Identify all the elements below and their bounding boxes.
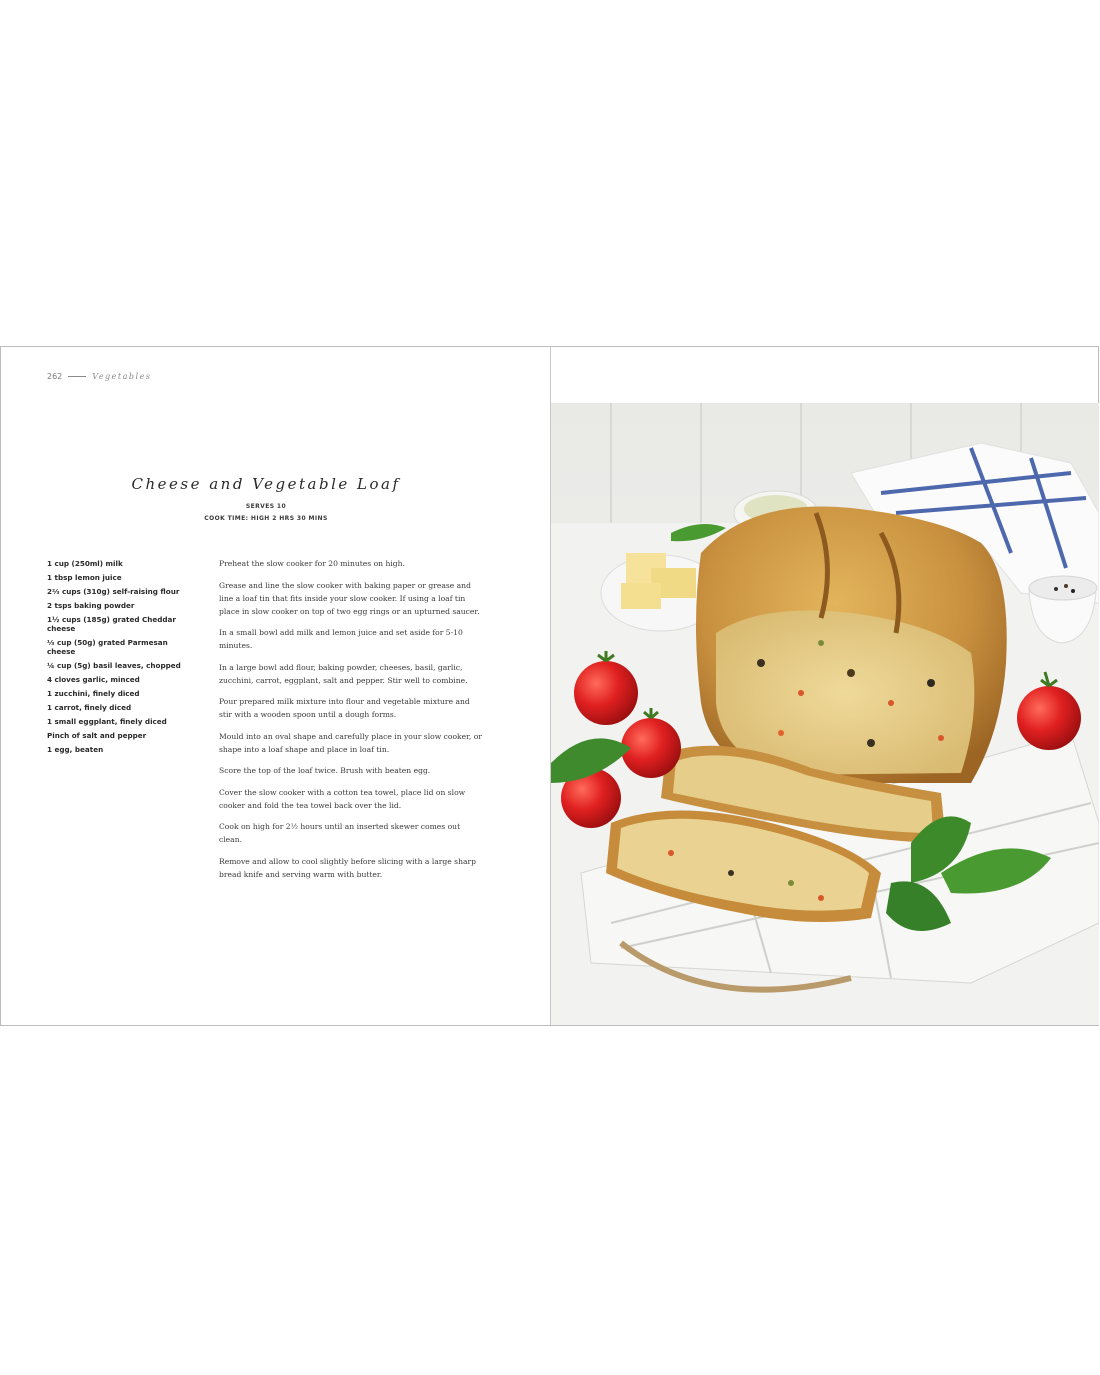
ingredient-item: ¼ cup (5g) basil leaves, chopped: [47, 661, 181, 670]
ingredient-item: ⅓ cup (50g) grated Parmesan cheese: [47, 638, 168, 656]
ingredient-item: 1½ cups (185g) grated Cheddar cheese: [47, 615, 176, 633]
ingredient-item: 1 cup (250ml) milk: [47, 559, 123, 568]
method-step: In a small bowl add milk and lemon juice and set aside for 5-10 minutes.: [219, 628, 463, 650]
ingredient-item: 1 egg, beaten: [47, 745, 104, 754]
ingredient-item: 1 zucchini, finely diced: [47, 689, 140, 698]
ingredient-item: 2⅔ cups (310g) self-raising flour: [47, 587, 180, 596]
ingredient-item: 4 cloves garlic, minced: [47, 675, 140, 684]
recipe-serves: SERVES 10: [245, 503, 287, 510]
method-step: In a large bowl add flour, baking powder, cheeses, basil, garlic, zucchini, carrot, eggplant, salt and pepper. Stir well to combine.: [219, 662, 468, 685]
method-step: Grease and line the slow cooker with baking paper or grease and line a loaf tin that fits inside your slow cooker. If using a loaf tin place in slow cooker on top of two egg rings or an upturned saucer.: [219, 580, 480, 616]
ingredient-item: 2 tsps baking powder: [47, 601, 135, 610]
method-step: Preheat the slow cooker for 20 minutes on high.: [219, 559, 405, 568]
right-page: [551, 347, 1099, 1025]
recipe-cook-time: COOK TIME: HIGH 2 HRS 30 MINS: [204, 515, 328, 522]
recipe-title: Cheese and Vegetable Loaf: [131, 475, 401, 493]
method-step: Score the top of the loaf twice. Brush with beaten egg.: [219, 766, 431, 775]
ingredient-item: 1 tbsp lemon juice: [47, 573, 122, 582]
page-number: 262: [47, 372, 63, 381]
food-photo: [551, 403, 1099, 1025]
method-step: Pour prepared milk mixture into flour and vegetable mixture and stir with a wooden spoon until a dough forms.: [219, 697, 470, 719]
method-steps: [219, 557, 484, 889]
left-page: [1, 347, 550, 1025]
method-step: Cover the slow cooker with a cotton tea towel, place lid on slow cooker and fold the tea towel back over the lid.: [219, 787, 466, 810]
ingredient-item: Pinch of salt and pepper: [47, 731, 147, 740]
running-head-rule: [68, 376, 86, 377]
method-step: Cook on high for 2½ hours until an inserted skewer comes out clean.: [219, 822, 461, 844]
ingredient-item: 1 carrot, finely diced: [47, 703, 132, 712]
book-spread: [0, 346, 1099, 1026]
bread-loaf: [696, 506, 1007, 783]
method-step: Remove and allow to cool slightly before slicing with a large sharp bread knife and serving warm with butter.: [219, 856, 476, 879]
ingredient-list: [47, 559, 197, 759]
running-head: [47, 372, 151, 381]
method-step: Mould into an oval shape and carefully place in your slow cooker, or shape into a loaf shape and place in loaf tin.: [219, 731, 482, 754]
section-name: Vegetables: [92, 372, 152, 381]
ingredient-item: 1 small eggplant, finely diced: [47, 717, 167, 726]
